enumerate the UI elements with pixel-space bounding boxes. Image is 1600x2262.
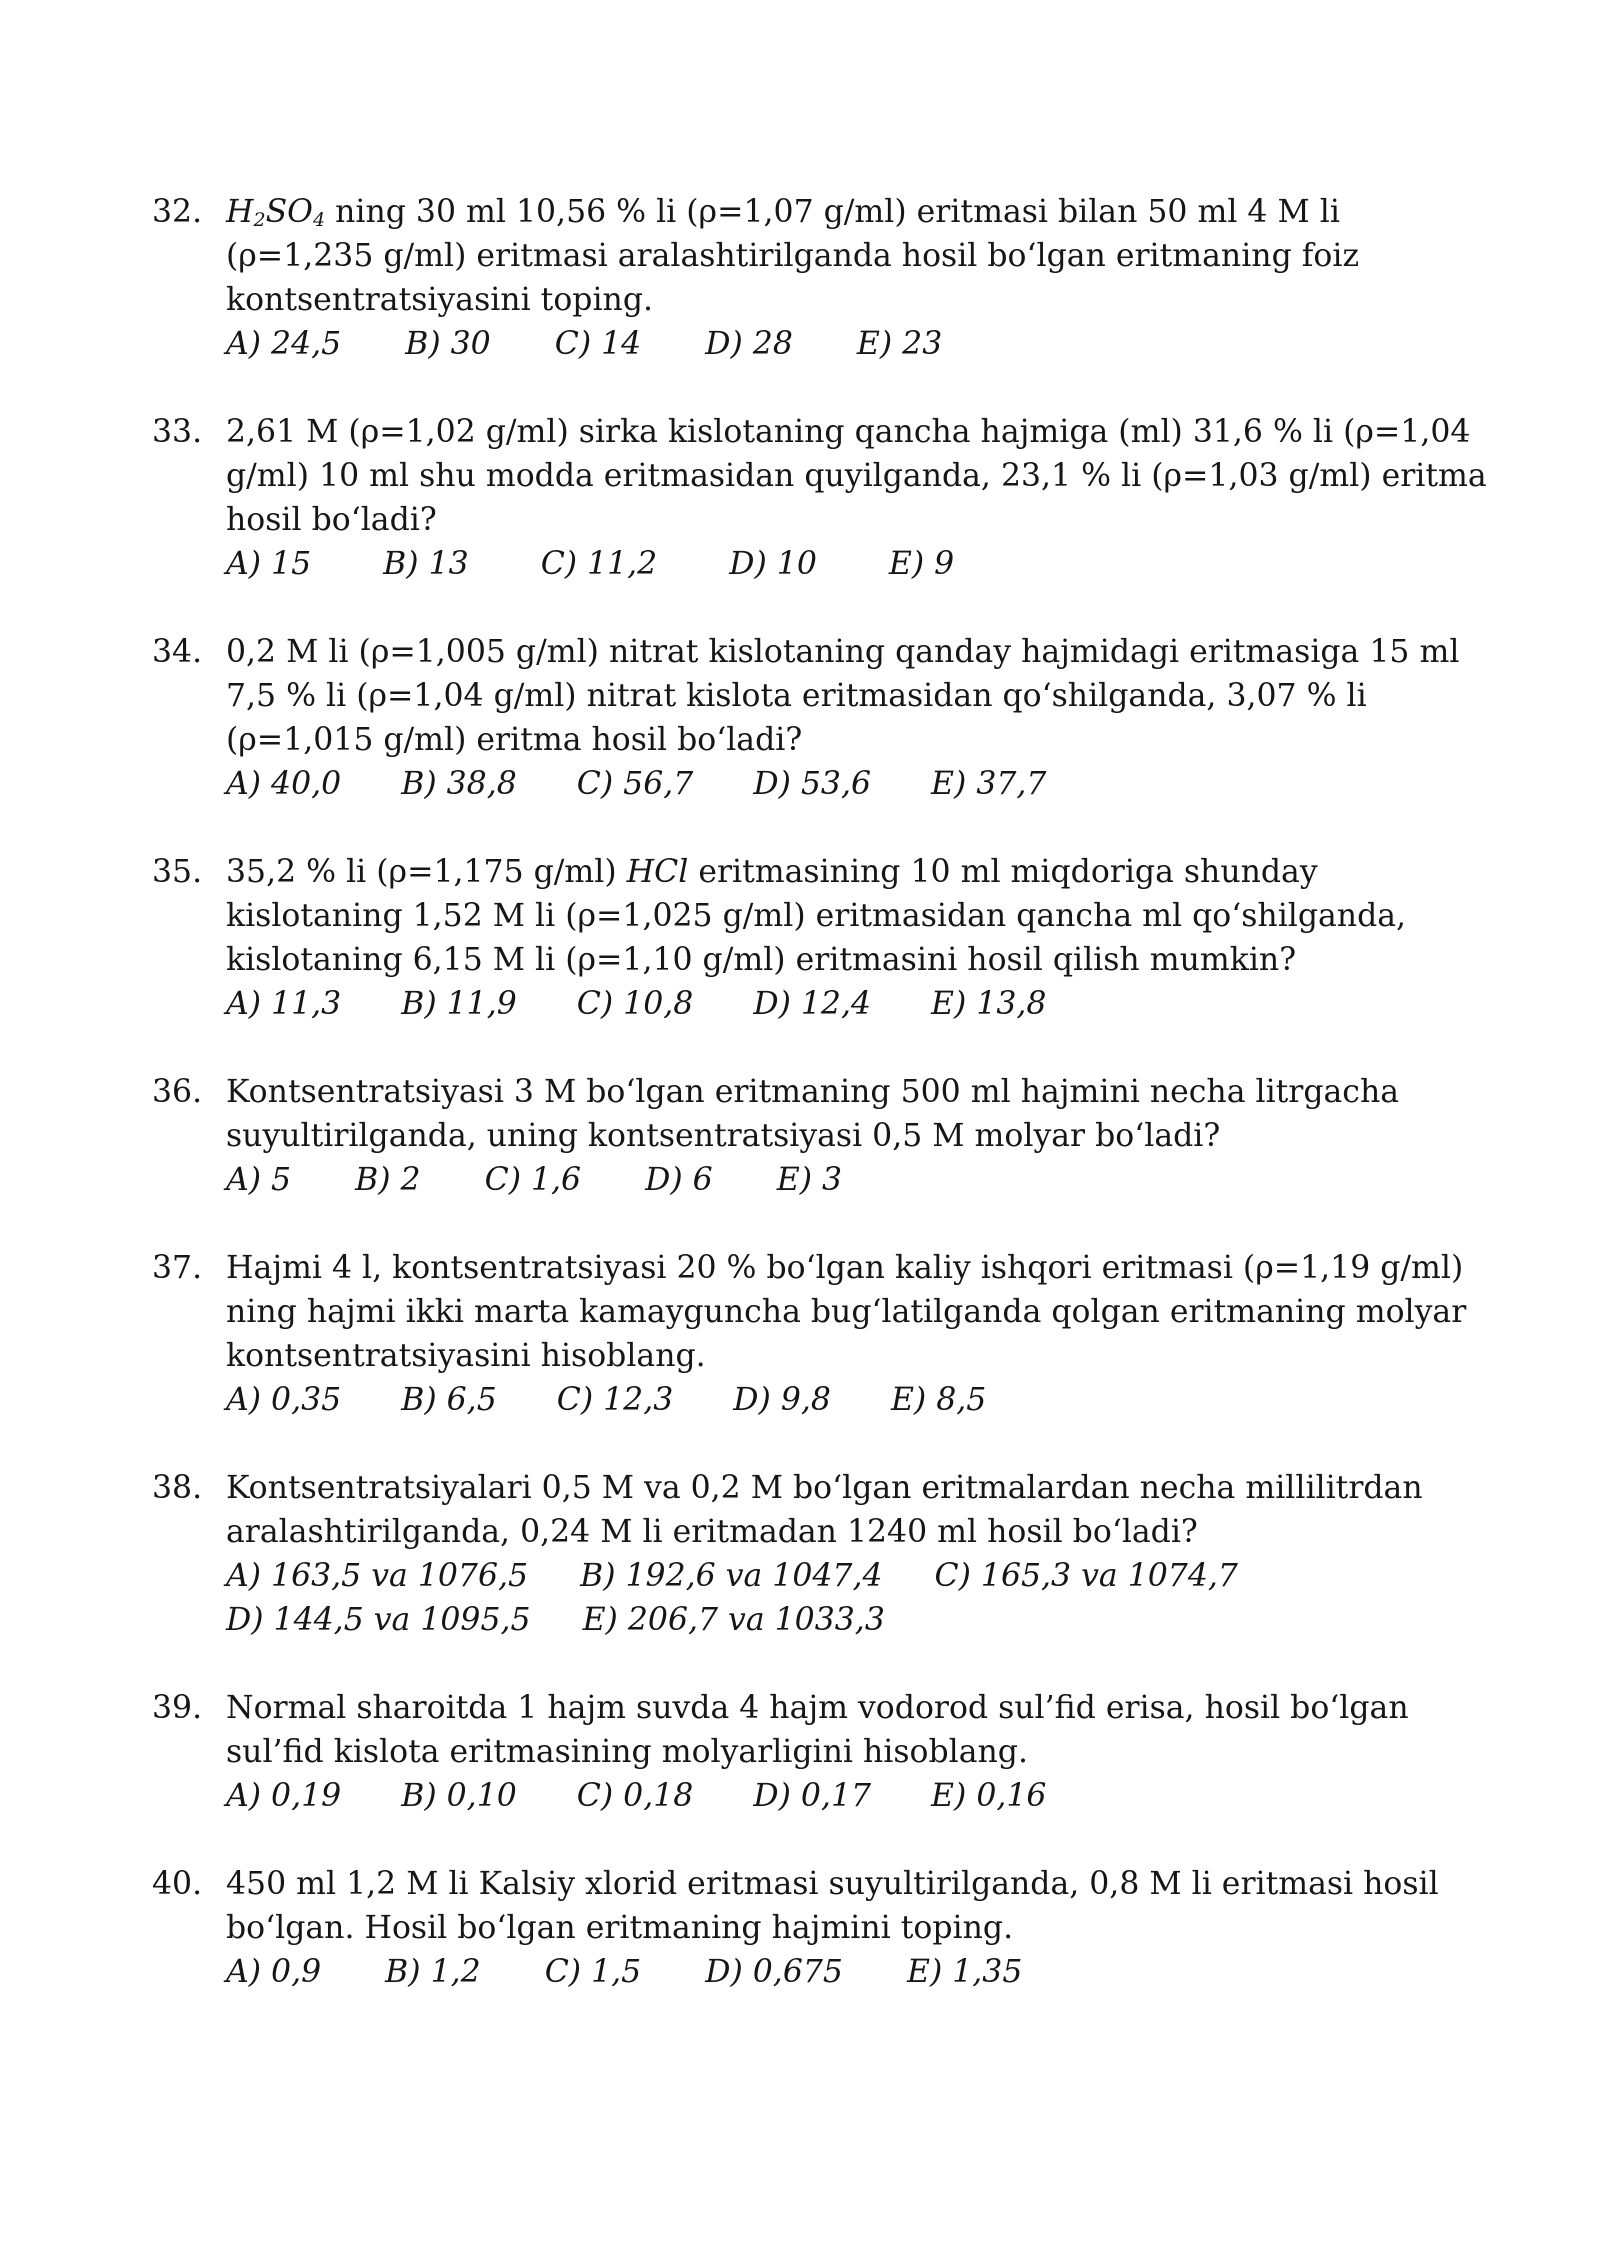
question-33 <box>0 410 1600 586</box>
question-text: Hajmi 4 l, kontsentratsiyasi 20 % boʻlgan kaliy ishqori eritmasi (ρ=1,19 g/ml) ning hajmi ikki marta kamayguncha bugʻlatilganda qolgan eritmaning molyar kontsentratsiyasini hisoblang. <box>226 1250 1467 1374</box>
option-e: E) 0,16 <box>931 1778 1047 1814</box>
option-e: E) 9 <box>888 546 955 582</box>
option-d: D) 12,4 <box>753 986 872 1022</box>
answer-options <box>226 1774 1490 1818</box>
option-b: B) 38,8 <box>401 766 517 802</box>
question-number: 39. <box>152 1690 203 1726</box>
option-a: A) 40,0 <box>226 766 342 802</box>
question-number: 38. <box>152 1470 203 1506</box>
answer-options <box>226 1378 1490 1422</box>
answer-options <box>226 322 1490 366</box>
answer-options <box>226 762 1490 806</box>
answer-options <box>226 542 1490 586</box>
answer-options <box>226 1950 1490 1994</box>
chemical-formula: $H_2SO_4$ <box>226 194 326 231</box>
question-text: Kontsentratsiyalari 0,5 M va 0,2 M boʻlgan eritmalardan necha millilitrdan aralashtirilganda, 0,24 M li eritmadan 1240 ml hosil boʻladi? <box>226 1470 1423 1550</box>
option-c: C) 11,2 <box>540 546 658 582</box>
option-d: D) 0,17 <box>753 1778 872 1814</box>
question-40 <box>0 1862 1600 1994</box>
question-32 <box>0 190 1600 366</box>
question-text: 0,2 M li (ρ=1,005 g/ml) nitrat kislotaning qanday hajmidagi eritmasiga 15 ml 7,5 % li (ρ=1,04 g/ml) nitrat kislota eritmasidan qoʻshilganda, 3,07 % li (ρ=1,015 g/ml) eritma hosil boʻladi? <box>226 634 1460 758</box>
question-text: 35,2 % li (ρ=1,175 g/ml) HCl eritmasining 10 ml miqdoriga shunday kislotaning 1,52 M li (ρ=1,025 g/ml) eritmasidan qancha ml qoʻshilganda, kislotaning 6,15 M li (ρ=1,10 g/ml) eritmasini hosil qilish mumkin? <box>226 854 1407 978</box>
option-b: B) 11,9 <box>401 986 517 1022</box>
answer-options-line-1 <box>226 1554 1490 1598</box>
question-text: $H_2SO_4$ ning 30 ml 10,56 % li (ρ=1,07 g/ml) eritmasi bilan 50 ml 4 M li (ρ=1,235 g/ml) eritmasi aralashtirilganda hosil boʻlgan eritmaning foiz kontsentratsiyasini toping. <box>226 194 1360 318</box>
option-d: D) 144,5 va 1095,5 <box>226 1602 531 1638</box>
question-number: 33. <box>152 414 203 450</box>
option-e: E) 3 <box>776 1162 843 1198</box>
option-d: D) 9,8 <box>733 1382 831 1418</box>
question-number: 34. <box>152 634 203 670</box>
option-c: C) 14 <box>554 326 642 362</box>
option-a: A) 11,3 <box>226 986 342 1022</box>
option-b: B) 6,5 <box>401 1382 497 1418</box>
option-e: E) 8,5 <box>890 1382 987 1418</box>
question-35 <box>0 850 1600 1026</box>
option-e: E) 13,8 <box>931 986 1047 1022</box>
option-a: A) 0,9 <box>226 1954 322 1990</box>
option-c: C) 1,6 <box>484 1162 582 1198</box>
option-d: D) 0,675 <box>705 1954 843 1990</box>
option-c: C) 12,3 <box>556 1382 674 1418</box>
question-34 <box>0 630 1600 806</box>
answer-options <box>226 982 1490 1026</box>
option-a: A) 0,19 <box>226 1778 342 1814</box>
option-c: C) 10,8 <box>576 986 694 1022</box>
question-38 <box>0 1466 1600 1642</box>
option-e: E) 37,7 <box>931 766 1047 802</box>
option-b: B) 13 <box>383 546 469 582</box>
option-a: A) 5 <box>226 1162 292 1198</box>
option-a: A) 163,5 va 1076,5 <box>226 1558 529 1594</box>
answer-options <box>226 1158 1490 1202</box>
question-36 <box>0 1070 1600 1202</box>
question-39 <box>0 1686 1600 1818</box>
question-number: 35. <box>152 854 203 890</box>
question-text: 2,61 M (ρ=1,02 g/ml) sirka kislotaning qancha hajmiga (ml) 31,6 % li (ρ=1,04 g/ml) 10 ml shu modda eritmasidan quyilganda, 23,1 % li (ρ=1,03 g/ml) eritma hosil boʻladi? <box>226 414 1487 538</box>
option-e: E) 23 <box>856 326 943 362</box>
question-number: 40. <box>152 1866 203 1902</box>
option-c: C) 1,5 <box>544 1954 642 1990</box>
answer-options-line-2 <box>226 1598 1490 1642</box>
option-b: B) 0,10 <box>401 1778 517 1814</box>
question-37 <box>0 1246 1600 1422</box>
option-e: E) 206,7 va 1033,3 <box>582 1602 885 1638</box>
option-d: D) 28 <box>705 326 793 362</box>
chemical-formula: HCl <box>626 854 689 890</box>
option-a: A) 0,35 <box>226 1382 342 1418</box>
question-number: 37. <box>152 1250 203 1286</box>
question-number: 32. <box>152 194 203 230</box>
question-text: Normal sharoitda 1 hajm suvda 4 hajm vodorod sul’fid erisa, hosil boʻlgan sul’fid kislota eritmasining molyarligini hisoblang. <box>226 1690 1409 1770</box>
option-c: C) 165,3 va 1074,7 <box>934 1558 1238 1594</box>
option-c: C) 56,7 <box>576 766 694 802</box>
question-list <box>0 190 1600 2038</box>
option-b: B) 192,6 va 1047,4 <box>580 1558 883 1594</box>
option-b: B) 1,2 <box>385 1954 481 1990</box>
option-b: B) 2 <box>355 1162 421 1198</box>
option-c: C) 0,18 <box>576 1778 694 1814</box>
option-a: A) 15 <box>226 546 312 582</box>
option-b: B) 30 <box>405 326 491 362</box>
question-text: Kontsentratsiyasi 3 M boʻlgan eritmaning 500 ml hajmini necha litrgacha suyultirilganda, uning kontsentratsiyasi 0,5 M molyar boʻladi? <box>226 1074 1400 1154</box>
option-a: A) 24,5 <box>226 326 342 362</box>
option-e: E) 1,35 <box>906 1954 1023 1990</box>
option-d: D) 53,6 <box>753 766 872 802</box>
question-text: 450 ml 1,2 M li Kalsiy xlorid eritmasi suyultirilganda, 0,8 M li eritmasi hosil boʻlgan. Hosil boʻlgan eritmaning hajmini toping. <box>226 1866 1439 1946</box>
option-d: D) 6 <box>645 1162 713 1198</box>
option-d: D) 10 <box>729 546 817 582</box>
question-number: 36. <box>152 1074 203 1110</box>
